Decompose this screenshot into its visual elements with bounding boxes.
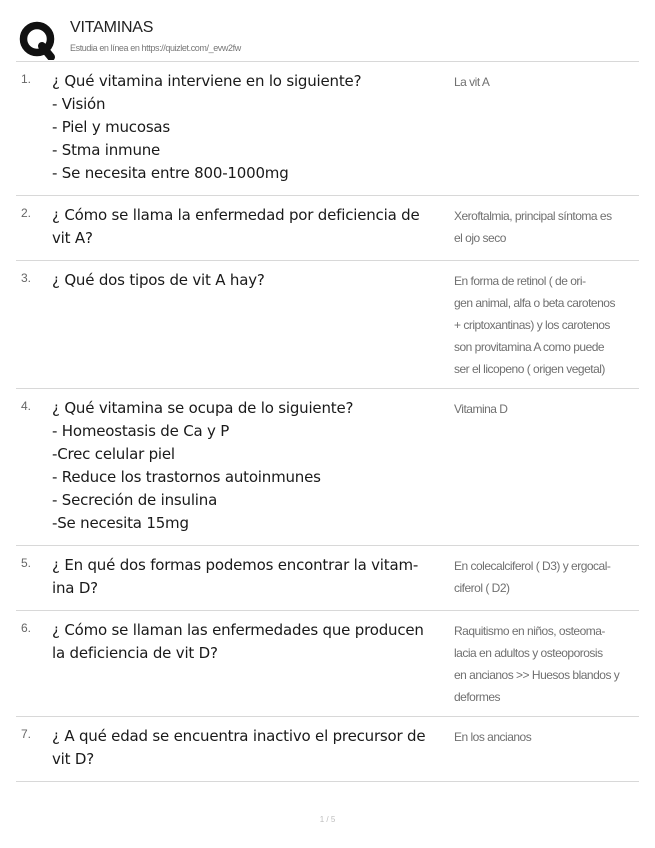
term-line: - Piel y mucosas xyxy=(52,118,171,136)
term-line: - Reduce los trastornos autoinmunes xyxy=(52,468,321,486)
card-number: 4. xyxy=(21,399,32,413)
term-line: ina D? xyxy=(52,579,98,597)
definition-line: En los ancianos xyxy=(454,730,532,744)
card-term xyxy=(52,397,452,535)
term-line: ¿ Qué vitamina interviene en lo siguiente? xyxy=(52,72,362,90)
card-number: 7. xyxy=(21,727,32,741)
term-line: - Homeostasis de Ca y P xyxy=(52,422,230,440)
card-term xyxy=(52,269,452,292)
card-number: 6. xyxy=(21,621,32,635)
quizlet-logo-icon xyxy=(18,20,58,60)
card-term xyxy=(52,70,452,185)
card-definition xyxy=(454,620,640,708)
flashcard-list xyxy=(16,62,639,782)
card-definition xyxy=(454,398,640,420)
term-line: ¿ A qué edad se encuentra inactivo el precursor de xyxy=(52,727,426,745)
card-number: 3. xyxy=(21,271,32,285)
flashcard-row xyxy=(16,62,639,196)
term-line: ¿ En qué dos formas podemos encontrar la vitam- xyxy=(52,556,419,574)
definition-line: ser el licopeno ( origen vegetal) xyxy=(454,362,605,376)
card-number: 2. xyxy=(21,206,32,220)
term-line: - Visión xyxy=(52,95,106,113)
card-term xyxy=(52,725,452,771)
card-definition xyxy=(454,726,640,748)
term-line: - Stma inmune xyxy=(52,141,161,159)
document-title: VITAMINAS xyxy=(70,19,154,36)
term-line: ¿ Qué dos tipos de vit A hay? xyxy=(52,271,265,289)
term-line: - Secreción de insulina xyxy=(52,491,218,509)
term-line: ¿ Cómo se llaman las enfermedades que producen xyxy=(52,621,424,639)
definition-line: En forma de retinol ( de ori- xyxy=(454,274,586,288)
term-line: ¿ Cómo se llama la enfermedad por deficiencia de xyxy=(52,206,420,224)
definition-line: lacia en adultos y osteoporosis xyxy=(454,646,603,660)
definition-line: deformes xyxy=(454,690,501,704)
definition-line: Vitamina D xyxy=(454,402,508,416)
card-definition xyxy=(454,71,640,93)
header xyxy=(16,14,640,62)
definition-line: ciferol ( D2) xyxy=(454,581,510,595)
definition-line: + criptoxantinas) y los carotenos xyxy=(454,318,610,332)
definition-line: En colecalciferol ( D3) y ergocal- xyxy=(454,559,611,573)
card-number: 5. xyxy=(21,556,32,570)
term-line: -Crec celular piel xyxy=(52,445,175,463)
term-line: ¿ Qué vitamina se ocupa de lo siguiente? xyxy=(52,399,354,417)
flashcard-row xyxy=(16,611,639,717)
term-line: vit A? xyxy=(52,229,93,247)
flashcard-row xyxy=(16,196,639,261)
flashcard-row xyxy=(16,717,639,782)
card-definition xyxy=(454,555,640,599)
term-line: la deficiencia de vit D? xyxy=(52,644,218,662)
card-number: 1. xyxy=(21,72,32,86)
definition-line: gen animal, alfa o beta carotenos xyxy=(454,296,615,310)
term-line: vit D? xyxy=(52,750,95,768)
page-number: 1 / 5 xyxy=(319,815,336,824)
definition-line: el ojo seco xyxy=(454,231,506,245)
term-line: -Se necesita 15mg xyxy=(52,514,189,532)
card-definition xyxy=(454,205,640,249)
definition-line: en ancianos >> Huesos blandos y xyxy=(454,668,620,682)
definition-line: Raquitismo en niños, osteoma- xyxy=(454,624,605,638)
definition-line: La vit A xyxy=(454,75,490,89)
card-definition xyxy=(454,270,640,380)
card-term xyxy=(52,204,452,250)
term-line: - Se necesita entre 800-1000mg xyxy=(52,164,289,182)
definition-line: son provitamina A como puede xyxy=(454,340,605,354)
document-subtitle: Estudia en línea en https://quizlet.com/_evw2fw xyxy=(70,43,241,53)
definition-line: Xeroftalmia, principal síntoma es xyxy=(454,209,612,223)
flashcard-row xyxy=(16,261,639,389)
card-term xyxy=(52,554,452,600)
card-term xyxy=(52,619,452,665)
flashcard-row xyxy=(16,389,639,546)
flashcard-row xyxy=(16,546,639,611)
